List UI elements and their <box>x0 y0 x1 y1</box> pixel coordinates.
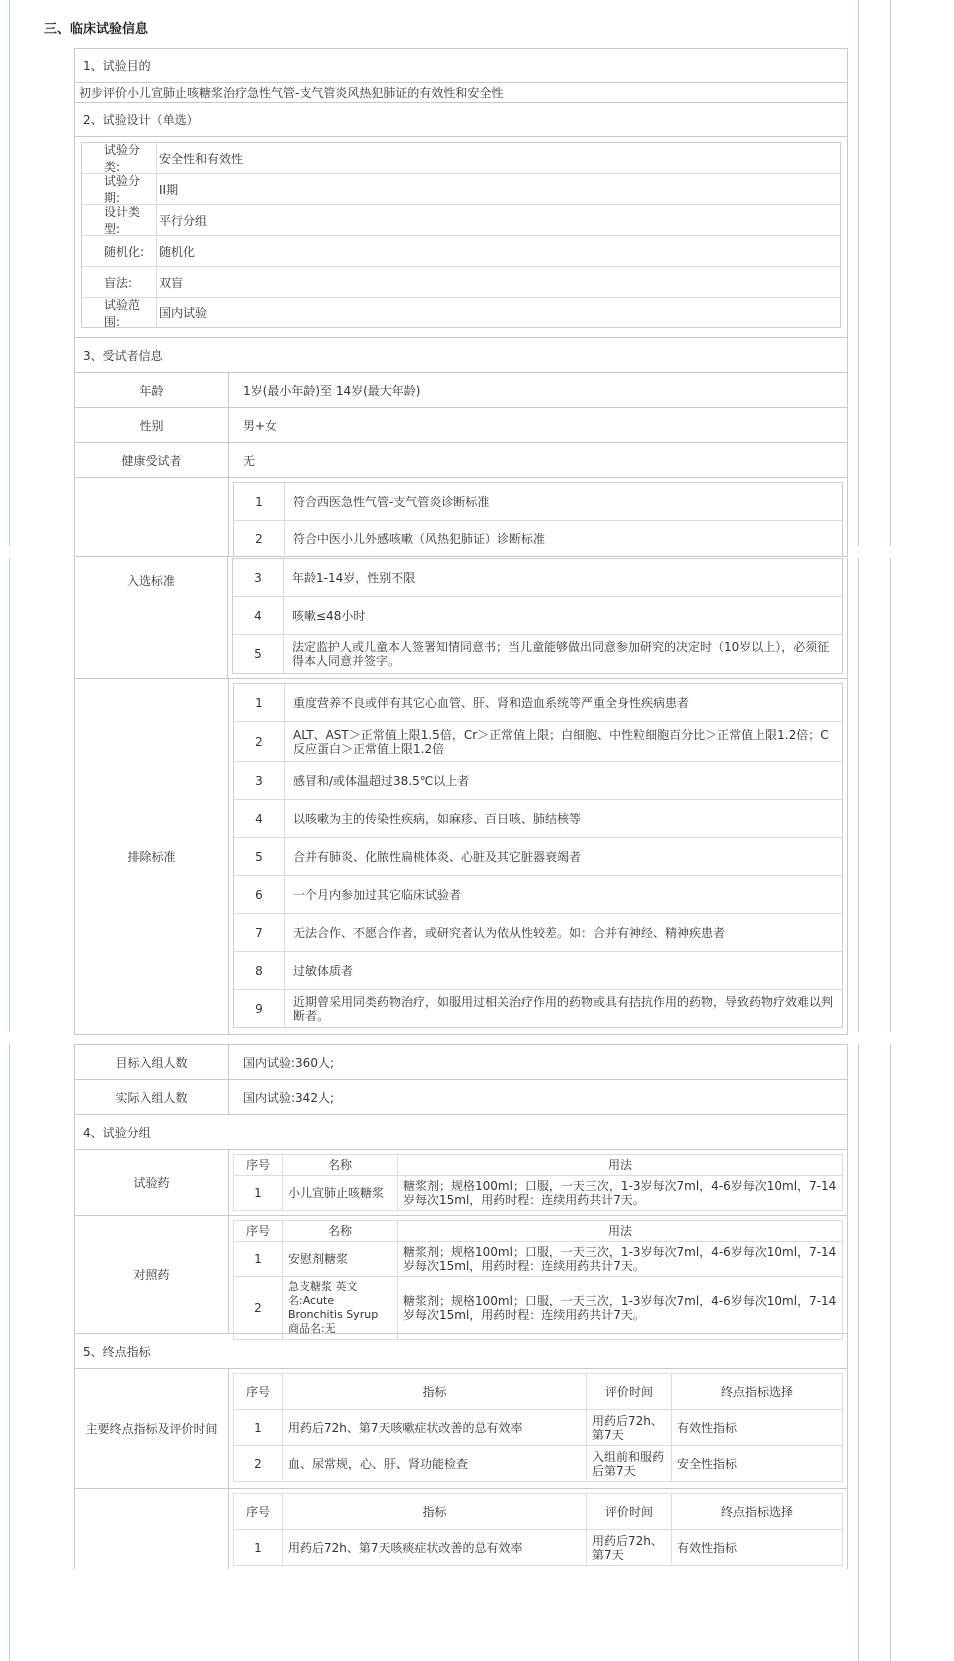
design-value: 安全性和有效性 <box>156 143 840 173</box>
design-key: 设计类型: <box>104 205 141 236</box>
page-border-left-3 <box>9 1044 10 1661</box>
secondary-endpoint-cell <box>229 1489 847 1569</box>
design-value: 国内试验 <box>156 298 840 327</box>
row-time: 用药后72h、第7天 <box>587 1530 672 1566</box>
exclusion-item <box>234 914 842 952</box>
design-row <box>82 267 840 298</box>
test-drug-table <box>233 1154 843 1211</box>
healthy-value: 无 <box>243 453 256 468</box>
row-name: 小儿宣肺止咳糖浆 <box>283 1176 398 1211</box>
page-border-right-3 <box>858 1044 859 1661</box>
item-number: 2 <box>234 722 285 761</box>
inclusion-row-part2 <box>75 558 847 679</box>
exclusion-item <box>234 838 842 876</box>
table-row <box>234 1277 843 1340</box>
gender-value: 男+女 <box>243 418 278 433</box>
row-no: 1 <box>234 1176 283 1211</box>
item-number: 4 <box>234 800 285 837</box>
item-text: 一个月内参加过其它临床试验者 <box>293 887 462 902</box>
exclusion-item <box>234 762 842 800</box>
table-row <box>234 1242 843 1277</box>
inclusion-cell <box>228 558 847 678</box>
item-text: ALT、AST＞正常值上限1.5倍，Cr＞正常值上限；白细胞、中性粒细胞百分比＞正常值上限1.2倍；C反应蛋白＞正常值上限1.2倍 <box>293 727 829 756</box>
table-row <box>234 1176 843 1211</box>
inclusion-row-part1 <box>75 478 847 556</box>
secondary-endpoint-label <box>75 1489 229 1569</box>
row-selection: 有效性指标 <box>672 1530 843 1566</box>
item-number: 5 <box>234 838 285 875</box>
item-number: 1 <box>234 684 285 721</box>
inclusion-table-part2 <box>232 558 843 674</box>
col-name: 名称 <box>283 1221 398 1242</box>
exclusion-item <box>234 876 842 914</box>
trial-info-block-3 <box>74 1044 848 1569</box>
design-key: 试验分类: <box>104 143 141 174</box>
gender-label: 性别 <box>75 408 229 442</box>
col-no: 序号 <box>234 1494 283 1530</box>
control-drug-row <box>75 1216 847 1334</box>
age-value: 1岁(最小年龄)至 14岁(最大年龄) <box>243 383 421 398</box>
primary-endpoint-table <box>233 1373 843 1482</box>
design-section <box>75 142 847 338</box>
col-no: 序号 <box>234 1374 283 1410</box>
design-row <box>82 236 840 267</box>
purpose-text: 初步评价小儿宣肺止咳糖浆治疗急性气管-支气管炎风热犯肺证的有效性和安全性 <box>75 83 847 103</box>
secondary-endpoint-table <box>233 1493 843 1566</box>
primary-endpoint-cell <box>229 1369 847 1488</box>
control-drug-label: 对照药 <box>75 1216 229 1333</box>
trial-info-block-1 <box>74 48 848 557</box>
row-usage: 糖浆剂；规格100ml；口服，一天三次，1-3岁每次7ml，4-6岁每次10ml，7-14岁每次15ml，用药时程：连续用药共计7天。 <box>398 1277 843 1340</box>
design-value: 平行分组 <box>156 205 840 235</box>
item-number: 8 <box>234 952 285 989</box>
table-row <box>234 1446 843 1482</box>
exclusion-cell <box>229 679 847 1034</box>
item-number: 3 <box>234 762 285 799</box>
exclusion-table <box>233 683 843 1028</box>
col-indicator: 指标 <box>283 1494 587 1530</box>
page-border-right-outer <box>890 0 891 546</box>
row-selection: 有效性指标 <box>672 1410 843 1446</box>
secondary-endpoint-row <box>75 1489 847 1569</box>
design-value: 双盲 <box>156 267 840 297</box>
design-key: 随机化: <box>104 244 145 259</box>
test-drug-label: 试验药 <box>75 1150 229 1215</box>
col-no: 序号 <box>234 1221 283 1242</box>
inclusion-item <box>234 521 842 557</box>
col-name: 名称 <box>283 1155 398 1176</box>
row-time: 用药后72h、第7天 <box>587 1410 672 1446</box>
inclusion-item <box>233 559 842 597</box>
row-selection: 安全性指标 <box>672 1446 843 1482</box>
design-row <box>82 143 840 174</box>
row-no: 1 <box>234 1410 283 1446</box>
design-row <box>82 298 840 327</box>
design-key: 盲法: <box>104 275 133 290</box>
inclusion-cell <box>229 478 847 556</box>
exclusion-item <box>234 952 842 990</box>
item-text: 以咳嗽为主的传染性疾病，如麻疹、百日咳、肺结核等 <box>293 811 582 826</box>
inclusion-label-spacer <box>75 478 229 556</box>
inclusion-label: 入选标准 <box>75 558 228 678</box>
target-value: 国内试验:360人; <box>243 1055 334 1070</box>
item-text: 合并有肺炎、化脓性扁桃体炎、心脏及其它脏器衰竭者 <box>293 849 582 864</box>
item-text: 法定监护人或儿童本人签署知情同意书；当儿童能够做出同意参加研究的决定时（10岁以上），必须征得本人同意并签字。 <box>292 640 830 668</box>
page-border-right-outer-3 <box>890 1044 891 1661</box>
design-heading: 2、试验设计（单选） <box>75 103 847 137</box>
control-drug-cell <box>229 1216 847 1333</box>
row-usage: 糖浆剂；规格100ml；口服，一天三次，1-3岁每次7ml，4-6岁每次10ml，7-14岁每次15ml，用药时程：连续用药共计7天。 <box>398 1242 843 1277</box>
page-border-left-2 <box>9 558 10 1032</box>
table-header <box>234 1155 843 1176</box>
item-number: 2 <box>234 521 285 557</box>
exclusion-item <box>234 800 842 838</box>
table-row <box>234 1530 843 1566</box>
groups-heading: 4、试验分组 <box>75 1115 847 1150</box>
row-indicator: 用药后72h、第7天咳嗽症状改善的总有效率 <box>283 1410 587 1446</box>
actual-enrolment-row <box>75 1080 847 1115</box>
subjects-heading: 3、受试者信息 <box>75 338 847 373</box>
item-number: 9 <box>234 990 285 1027</box>
endpoints-heading: 5、终点指标 <box>75 1334 847 1369</box>
trial-info-block-2 <box>74 558 848 1035</box>
page-border-right <box>858 0 859 546</box>
item-text: 近期曾采用同类药物治疗，如服用过相关治疗作用的药物或具有拮抗作用的药物，导致药物疗效难以判断者。 <box>293 994 834 1023</box>
item-number: 5 <box>233 635 284 673</box>
table-row <box>234 1410 843 1446</box>
item-number: 4 <box>233 597 284 634</box>
row-no: 1 <box>234 1242 283 1277</box>
col-usage: 用法 <box>398 1155 843 1176</box>
table-header <box>234 1494 843 1530</box>
design-value: II期 <box>156 174 840 204</box>
item-text: 无法合作、不愿合作者，或研究者认为依从性较差。如：合并有神经、精神疾患者 <box>293 925 726 940</box>
exclusion-item <box>234 722 842 762</box>
item-text: 过敏体质者 <box>293 963 354 978</box>
healthy-label: 健康受试者 <box>75 443 229 477</box>
item-text: 符合西医急性气管-支气管炎诊断标准 <box>293 494 490 509</box>
item-text: 符合中医小儿外感咳嗽（风热犯肺证）诊断标准 <box>293 532 546 546</box>
design-value: 随机化 <box>156 236 840 266</box>
design-key: 试验范围: <box>104 297 141 329</box>
row-name: 安慰剂糖浆 <box>283 1242 398 1277</box>
item-number: 1 <box>234 483 285 520</box>
inclusion-item <box>233 635 842 673</box>
page-border-right-2 <box>858 558 859 1032</box>
item-text: 咳嗽≤48小时 <box>292 608 366 623</box>
row-indicator: 血、尿常规，心、肝、肾功能检查 <box>283 1446 587 1482</box>
gender-row <box>75 408 847 443</box>
col-selection: 终点指标选择 <box>672 1374 843 1410</box>
row-indicator: 用药后72h、第7天咳痰症状改善的总有效率 <box>283 1530 587 1566</box>
col-time: 评价时间 <box>587 1374 672 1410</box>
primary-endpoint-label: 主要终点指标及评价时间 <box>75 1369 229 1488</box>
table-header <box>234 1221 843 1242</box>
section-title: 三、临床试验信息 <box>44 22 149 37</box>
item-text: 重度营养不良或伴有其它心血管、肝、肾和造血系统等严重全身性疾病患者 <box>293 695 690 710</box>
exclusion-label: 排除标准 <box>75 679 229 1034</box>
healthy-row <box>75 443 847 478</box>
design-row <box>82 205 840 236</box>
col-indicator: 指标 <box>283 1374 587 1410</box>
col-selection: 终点指标选择 <box>672 1494 843 1530</box>
col-no: 序号 <box>234 1155 283 1176</box>
design-table <box>81 142 841 328</box>
table-header <box>234 1374 843 1410</box>
item-number: 7 <box>234 914 285 951</box>
design-key: 试验分期: <box>104 174 141 205</box>
target-enrolment-row <box>75 1045 847 1080</box>
row-usage: 糖浆剂；规格100ml；口服，一天三次，1-3岁每次7ml，4-6岁每次10ml，7-14岁每次15ml，用药时程：连续用药共计7天。 <box>398 1176 843 1211</box>
col-time: 评价时间 <box>587 1494 672 1530</box>
row-no: 2 <box>234 1446 283 1482</box>
item-text: 年龄1-14岁，性别不限 <box>292 570 416 585</box>
item-number: 3 <box>233 559 284 596</box>
item-number: 6 <box>234 876 285 913</box>
row-no: 1 <box>234 1530 283 1566</box>
item-text: 感冒和/或体温超过38.5℃以上者 <box>293 773 470 788</box>
row-time: 入组前和服药后第7天 <box>587 1446 672 1482</box>
primary-endpoint-row <box>75 1369 847 1489</box>
inclusion-item <box>234 483 842 521</box>
purpose-heading: 1、试验目的 <box>75 49 847 83</box>
design-row <box>82 174 840 205</box>
actual-label: 实际入组人数 <box>75 1080 229 1114</box>
test-drug-cell <box>229 1150 847 1215</box>
age-label: 年龄 <box>75 373 229 407</box>
row-name: 急支糖浆 英文名:Acute Bronchitis Syrup 商品名:无 <box>283 1277 398 1340</box>
control-drug-table <box>233 1220 843 1340</box>
age-row <box>75 373 847 408</box>
page-border-left <box>9 0 10 546</box>
inclusion-table-part1 <box>233 482 843 557</box>
page-border-right-outer-2 <box>890 558 891 1032</box>
test-drug-row <box>75 1150 847 1216</box>
actual-value: 国内试验:342人; <box>243 1090 334 1105</box>
target-label: 目标入组人数 <box>75 1045 229 1079</box>
row-no: 2 <box>234 1277 283 1340</box>
col-usage: 用法 <box>398 1221 843 1242</box>
exclusion-item <box>234 684 842 722</box>
exclusion-item <box>234 990 842 1027</box>
exclusion-row <box>75 679 847 1034</box>
inclusion-item <box>233 597 842 635</box>
